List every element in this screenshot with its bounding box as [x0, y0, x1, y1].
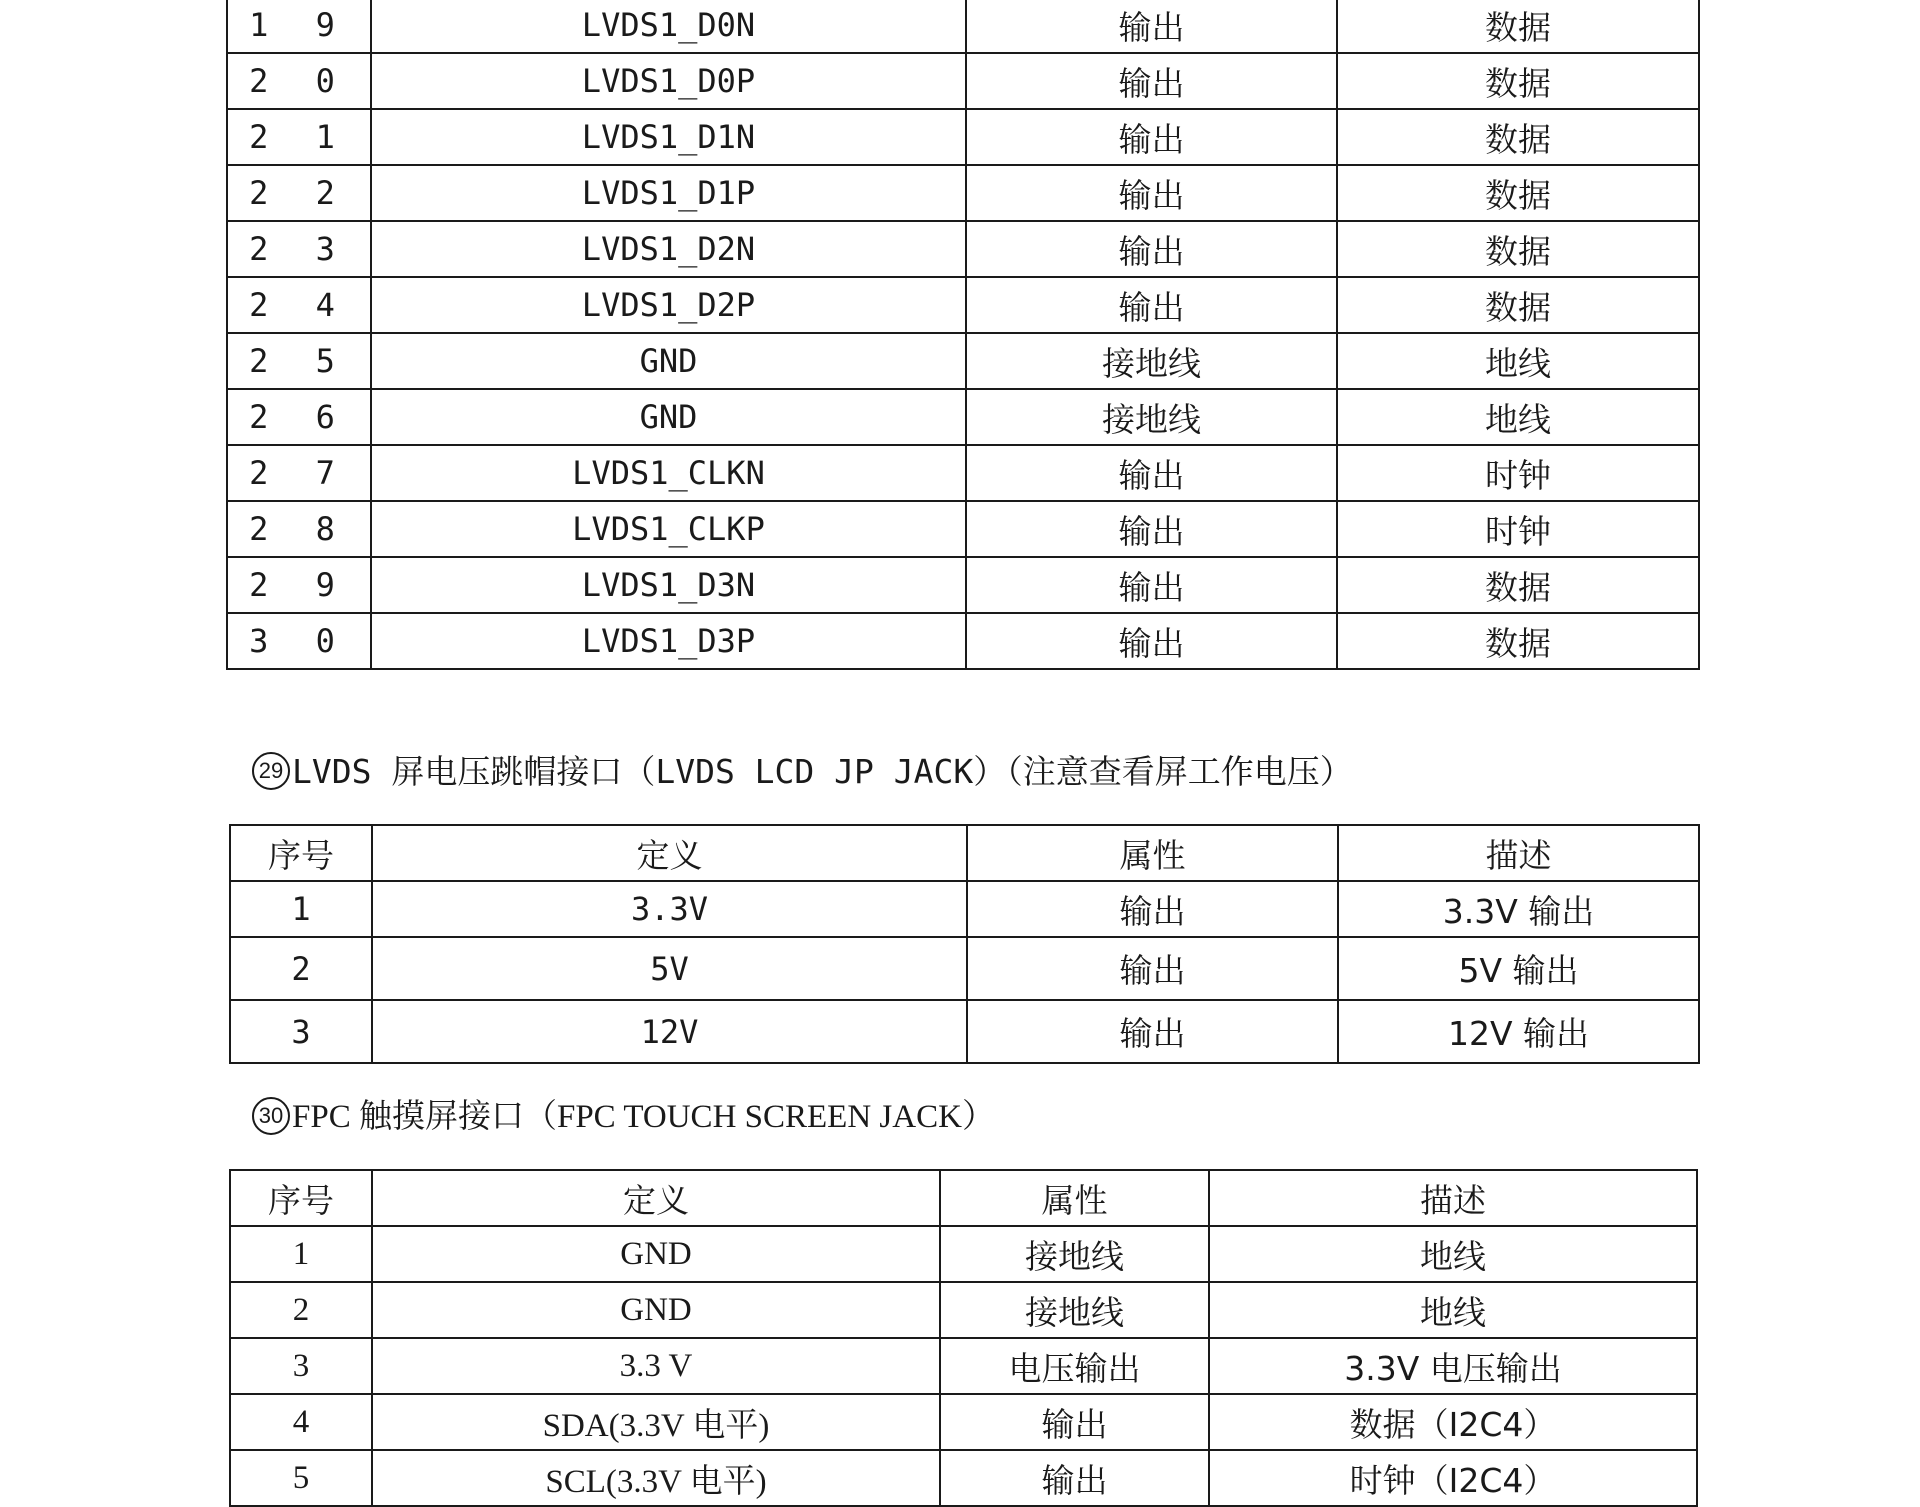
attribute-cell: 输出 [967, 937, 1338, 1000]
section-number-badge: 30 [252, 1097, 290, 1135]
table-row [227, 389, 1699, 445]
attribute-cell: 输出 [966, 221, 1337, 277]
table-row [227, 277, 1699, 333]
table-row [230, 1000, 1699, 1063]
description-cell: 数据 [1337, 53, 1699, 109]
table-row [227, 445, 1699, 501]
header-cell-number: 序号 [230, 825, 372, 881]
attribute-cell: 电压输出 [940, 1338, 1209, 1394]
table-row [227, 109, 1699, 165]
table-row [230, 881, 1699, 937]
attribute-cell: 输出 [966, 277, 1337, 333]
pin-number-cell: 2 1 [227, 109, 371, 165]
table-row [227, 53, 1699, 109]
table-header-row [230, 1170, 1697, 1226]
description-cell: 时钟 [1337, 445, 1699, 501]
description-cell: 地线 [1337, 389, 1699, 445]
definition-cell: LVDS1_D2N [371, 221, 966, 277]
definition-cell: SDA(3.3V 电平) [372, 1394, 940, 1450]
pin-number-cell: 3 0 [227, 613, 371, 669]
attribute-cell: 输出 [966, 165, 1337, 221]
header-cell-description: 描述 [1209, 1170, 1697, 1226]
pin-number-cell: 1 [230, 1226, 372, 1282]
attribute-cell: 输出 [966, 557, 1337, 613]
definition-cell: LVDS1_D3N [371, 557, 966, 613]
section-title: LVDS 屏电压跳帽接口（LVDS LCD JP JACK）（注意查看屏工作电压） [292, 752, 1353, 791]
definition-cell: GND [372, 1282, 940, 1338]
table-row [230, 937, 1699, 1000]
pin-number-cell: 4 [230, 1394, 372, 1450]
definition-cell: 5V [372, 937, 967, 1000]
description-cell: 数据 [1337, 557, 1699, 613]
attribute-cell: 输出 [966, 613, 1337, 669]
definition-cell: 3.3 V [372, 1338, 940, 1394]
attribute-cell: 输出 [967, 1000, 1338, 1063]
header-cell-definition: 定义 [372, 1170, 940, 1226]
attribute-cell: 输出 [966, 501, 1337, 557]
description-cell: 数据 [1337, 613, 1699, 669]
table-header-row [230, 825, 1699, 881]
description-cell: 3.3V 输出 [1338, 881, 1699, 937]
description-cell: 数据 [1337, 221, 1699, 277]
description-cell: 3.3V 电压输出 [1209, 1338, 1697, 1394]
definition-cell: SCL(3.3V 电平) [372, 1450, 940, 1506]
definition-cell: GND [371, 389, 966, 445]
lvds-jumper-table [229, 824, 1700, 1064]
definition-cell: GND [372, 1226, 940, 1282]
pin-number-cell: 2 0 [227, 53, 371, 109]
section-30-heading [252, 1090, 995, 1138]
definition-cell: LVDS1_D0N [371, 0, 966, 53]
pin-number-cell: 2 2 [227, 165, 371, 221]
pin-number-cell: 3 [230, 1000, 372, 1063]
definition-cell: LVDS1_D1N [371, 109, 966, 165]
pin-number-cell: 2 3 [227, 221, 371, 277]
header-cell-attribute: 属性 [940, 1170, 1209, 1226]
definition-cell: LVDS1_CLKP [371, 501, 966, 557]
description-cell: 数据 [1337, 165, 1699, 221]
attribute-cell: 输出 [966, 109, 1337, 165]
pin-number-cell: 2 8 [227, 501, 371, 557]
pin-number-cell: 2 [230, 1282, 372, 1338]
attribute-cell: 输出 [966, 53, 1337, 109]
pin-number-cell: 2 9 [227, 557, 371, 613]
table-row [230, 1282, 1697, 1338]
description-cell: 12V 输出 [1338, 1000, 1699, 1063]
attribute-cell: 接地线 [966, 389, 1337, 445]
header-cell-number: 序号 [230, 1170, 372, 1226]
table-row [227, 165, 1699, 221]
description-cell: 5V 输出 [1338, 937, 1699, 1000]
definition-cell: LVDS1_CLKN [371, 445, 966, 501]
table-row [227, 557, 1699, 613]
table-row [230, 1394, 1697, 1450]
attribute-cell: 接地线 [940, 1282, 1209, 1338]
table-row [227, 613, 1699, 669]
definition-cell: LVDS1_D3P [371, 613, 966, 669]
definition-cell: LVDS1_D0P [371, 53, 966, 109]
header-cell-definition: 定义 [372, 825, 967, 881]
table-row [227, 221, 1699, 277]
definition-cell: 3.3V [372, 881, 967, 937]
pin-number-cell: 2 4 [227, 277, 371, 333]
pin-number-cell: 5 [230, 1450, 372, 1506]
definition-cell: GND [371, 333, 966, 389]
description-cell: 数据 [1337, 109, 1699, 165]
description-cell: 地线 [1209, 1282, 1697, 1338]
section-number-badge: 29 [252, 752, 290, 790]
table-row [230, 1338, 1697, 1394]
section-29-heading [252, 746, 1353, 793]
table-row [227, 333, 1699, 389]
pin-number-cell: 2 6 [227, 389, 371, 445]
attribute-cell: 输出 [966, 0, 1337, 53]
table-row [227, 0, 1699, 53]
description-cell: 时钟（I2C4） [1209, 1450, 1697, 1506]
description-cell: 数据 [1337, 0, 1699, 53]
definition-cell: 12V [372, 1000, 967, 1063]
description-cell: 数据 [1337, 277, 1699, 333]
description-cell: 数据（I2C4） [1209, 1394, 1697, 1450]
lvds1-pin-table [226, 0, 1700, 670]
header-cell-description: 描述 [1338, 825, 1699, 881]
description-cell: 地线 [1337, 333, 1699, 389]
attribute-cell: 接地线 [940, 1226, 1209, 1282]
definition-cell: LVDS1_D2P [371, 277, 966, 333]
attribute-cell: 输出 [940, 1394, 1209, 1450]
table-row [230, 1450, 1697, 1506]
pin-number-cell: 2 7 [227, 445, 371, 501]
pin-number-cell: 3 [230, 1338, 372, 1394]
header-cell-attribute: 属性 [967, 825, 1338, 881]
attribute-cell: 输出 [940, 1450, 1209, 1506]
table-row [227, 501, 1699, 557]
description-cell: 时钟 [1337, 501, 1699, 557]
attribute-cell: 输出 [967, 881, 1338, 937]
attribute-cell: 接地线 [966, 333, 1337, 389]
section-title: FPC 触摸屏接口（FPC TOUCH SCREEN JACK） [292, 1099, 995, 1135]
attribute-cell: 输出 [966, 445, 1337, 501]
definition-cell: LVDS1_D1P [371, 165, 966, 221]
table-row [230, 1226, 1697, 1282]
pin-number-cell: 1 [230, 881, 372, 937]
pin-number-cell: 2 5 [227, 333, 371, 389]
pin-number-cell: 2 [230, 937, 372, 1000]
description-cell: 地线 [1209, 1226, 1697, 1282]
pin-number-cell: 1 9 [227, 0, 371, 53]
fpc-touch-table [229, 1169, 1698, 1507]
